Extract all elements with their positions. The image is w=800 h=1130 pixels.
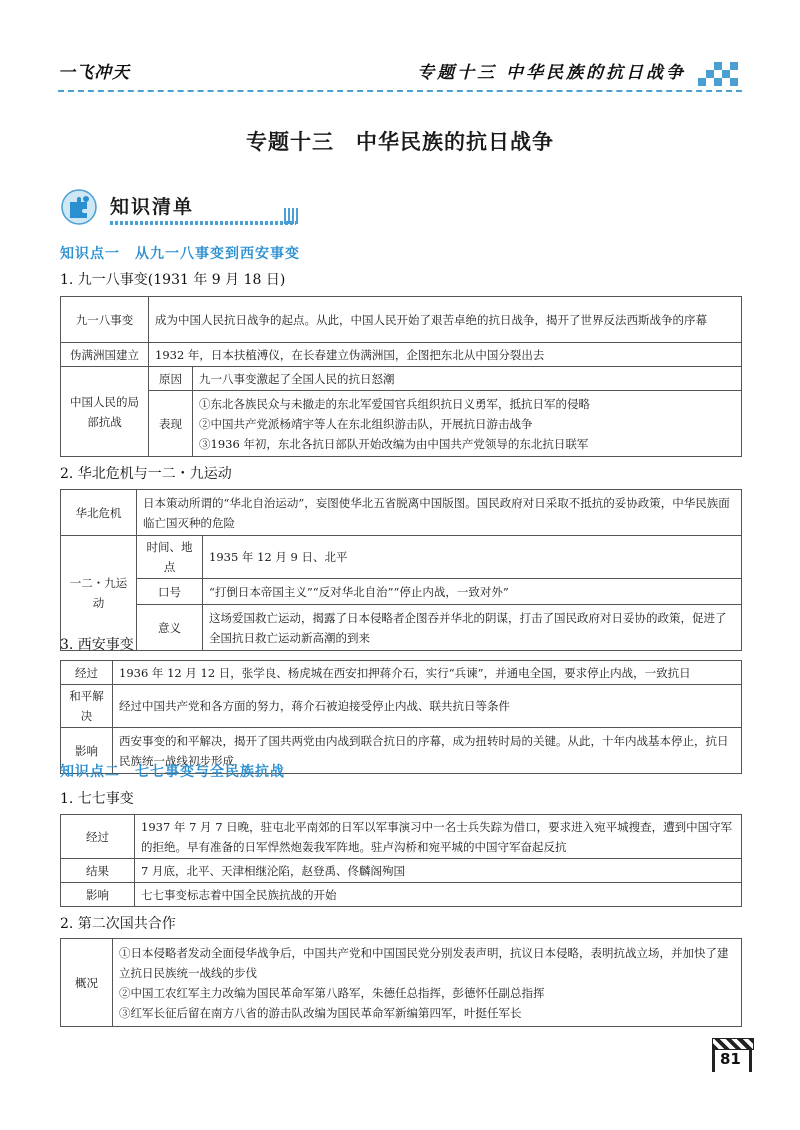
table-xian	[60, 660, 742, 774]
row-label: 经过	[61, 815, 135, 859]
meaning-label: 意义	[137, 605, 203, 651]
cause-text: 九一八事变激起了全国人民的抗日怒潮	[193, 367, 742, 391]
cause-label: 原因	[149, 367, 193, 391]
row-label: 中国人民的局部抗战	[61, 367, 149, 457]
list-item: ③红军长征后留在南方八省的游击队改编为国民革命军新编第四军，叶挺任军长	[119, 1005, 522, 1020]
row-label: 结果	[61, 859, 135, 883]
table-row	[61, 939, 742, 1027]
list-item: ③1936 年初，东北各抗日部队开始改编为由中国共产党领导的东北抗日联军	[199, 436, 589, 451]
stripe-decoration	[712, 1038, 754, 1050]
section-bars-decoration	[284, 208, 300, 224]
checker-decoration-icon	[698, 58, 742, 88]
row-label: 一二・九运动	[61, 536, 137, 651]
row-text: 日本策动所谓的“华北自治运动”，妄图使华北五省脱离中国版图。国民政府对日采取不抵抗的妥协政策，中华民族面临亡国灭种的危险	[137, 490, 742, 536]
kp2-s1-heading: 1. 七七事变	[60, 791, 134, 807]
badge-side-right	[749, 1048, 752, 1072]
table-row	[61, 685, 742, 728]
page-number: 81	[720, 1050, 741, 1068]
row-label: 经过	[61, 661, 113, 685]
table-second-cooperation	[60, 938, 742, 1027]
row-text: 成为中国人民抗日战争的起点。从此，中国人民开始了艰苦卓绝的抗日战争，揭开了世界反法西斯战争的序幕	[149, 297, 742, 343]
table-row	[61, 815, 742, 859]
kp2-title: 知识点二 七七事变与全民族抗战	[60, 764, 285, 780]
row-text: 7 月底，北平、天津相继沦陷，赵登禹、佟麟阁殉国	[135, 859, 742, 883]
table-july7	[60, 814, 742, 907]
row-text: 1936 年 12 月 12 日，张学良、杨虎城在西安扣押蒋介石，实行“兵谏”，并通电全国，要求停止内战，一致抗日	[113, 661, 742, 685]
slogan-label: 口号	[137, 579, 203, 605]
kp1-title: 知识点一 从九一八事变到西安事变	[60, 246, 300, 262]
header-topic: 专题十三 中华民族的抗日战争	[417, 63, 686, 83]
section-banner	[60, 188, 300, 226]
time-label: 时间、地点	[137, 536, 203, 579]
list-item: ①东北各族民众与未撤走的东北军爱国官兵组织抗日义勇军，抵抗日军的侵略	[199, 396, 590, 411]
time-text: 1935 年 12 月 9 日、北平	[203, 536, 742, 579]
table-row	[61, 536, 742, 579]
header-dashed-rule	[58, 90, 742, 92]
row-text: 1932 年，日本扶植溥仪，在长春建立伪满洲国，企图把东北从中国分裂出去	[149, 343, 742, 367]
perf-list	[193, 391, 742, 457]
section-underline	[110, 221, 296, 225]
row-label: 和平解决	[61, 685, 113, 728]
table-north-china	[60, 489, 742, 651]
page-header	[58, 56, 742, 92]
table-row	[61, 391, 742, 457]
brand-logo: 一飞冲天	[58, 63, 130, 83]
table-row	[61, 297, 742, 343]
row-text: 经过中国共产党和各方面的努力，蒋介石被迫接受停止内战、联共抗日等条件	[113, 685, 742, 728]
table-row	[61, 883, 742, 907]
table-918	[60, 296, 742, 457]
table-row	[61, 490, 742, 536]
meaning-text: 这场爱国救亡运动，揭露了日本侵略者企图吞并华北的阴谋，打击了国民政府对日妥协的政策，促进了全国抗日救亡运动新高潮的到来	[203, 605, 742, 651]
row-label: 影响	[61, 728, 113, 774]
page-title: 专题十三 中华民族的抗日战争	[246, 130, 554, 154]
table-row	[61, 367, 742, 391]
slogan-text: “打倒日本帝国主义”“反对华北自治”“停止内战，一致对外”	[203, 579, 742, 605]
row-label: 影响	[61, 883, 135, 907]
puzzle-globe-icon	[60, 188, 98, 226]
list-item: ①日本侵略者发动全面侵华战争后，中国共产党和中国国民党分别发表声明，抗议日本侵略，表明抗战立场，并加快了建立抗日民族统一战线的步伐	[119, 945, 729, 980]
table-row	[61, 343, 742, 367]
kp1-s3-heading: 3. 西安事变	[60, 637, 134, 653]
perf-label: 表现	[149, 391, 193, 457]
row-label: 伪满洲国建立	[61, 343, 149, 367]
table-row	[61, 605, 742, 651]
kp2-s2-heading: 2. 第二次国共合作	[60, 916, 176, 932]
row-label: 九一八事变	[61, 297, 149, 343]
page-number-badge	[712, 1038, 752, 1072]
row-text: 西安事变的和平解决，揭开了国共两党由内战到联合抗日的序幕，成为扭转时局的关键。从此，十年内战基本停止，抗日民族统一战线初步形成	[113, 728, 742, 774]
table-row	[61, 661, 742, 685]
kp1-s2-heading: 2. 华北危机与一二・九运动	[60, 466, 232, 482]
overview-list	[113, 939, 742, 1027]
badge-side-left	[712, 1048, 715, 1072]
row-text: 1937 年 7 月 7 日晚，驻屯北平南郊的日军以军事演习中一名士兵失踪为借口，要求进入宛平城搜查，遭到中国守军的拒绝。早有准备的日军悍然炮轰我军阵地。驻卢沟桥和宛平城的中国守军奋起反抗	[135, 815, 742, 859]
table-row	[61, 859, 742, 883]
list-item: ②中国工农红军主力改编为国民革命军第八路军，朱德任总指挥，彭德怀任副总指挥	[119, 985, 545, 1000]
row-text: 七七事变标志着中国全民族抗战的开始	[135, 883, 742, 907]
list-item: ②中国共产党派杨靖宇等人在东北组织游击队，开展抗日游击战争	[199, 416, 533, 431]
table-row	[61, 579, 742, 605]
row-label: 概况	[61, 939, 113, 1027]
row-label: 华北危机	[61, 490, 137, 536]
kp1-s1-heading: 1. 九一八事变(1931 年 9 月 18 日)	[60, 272, 286, 288]
section-label: 知识清单	[110, 196, 195, 218]
